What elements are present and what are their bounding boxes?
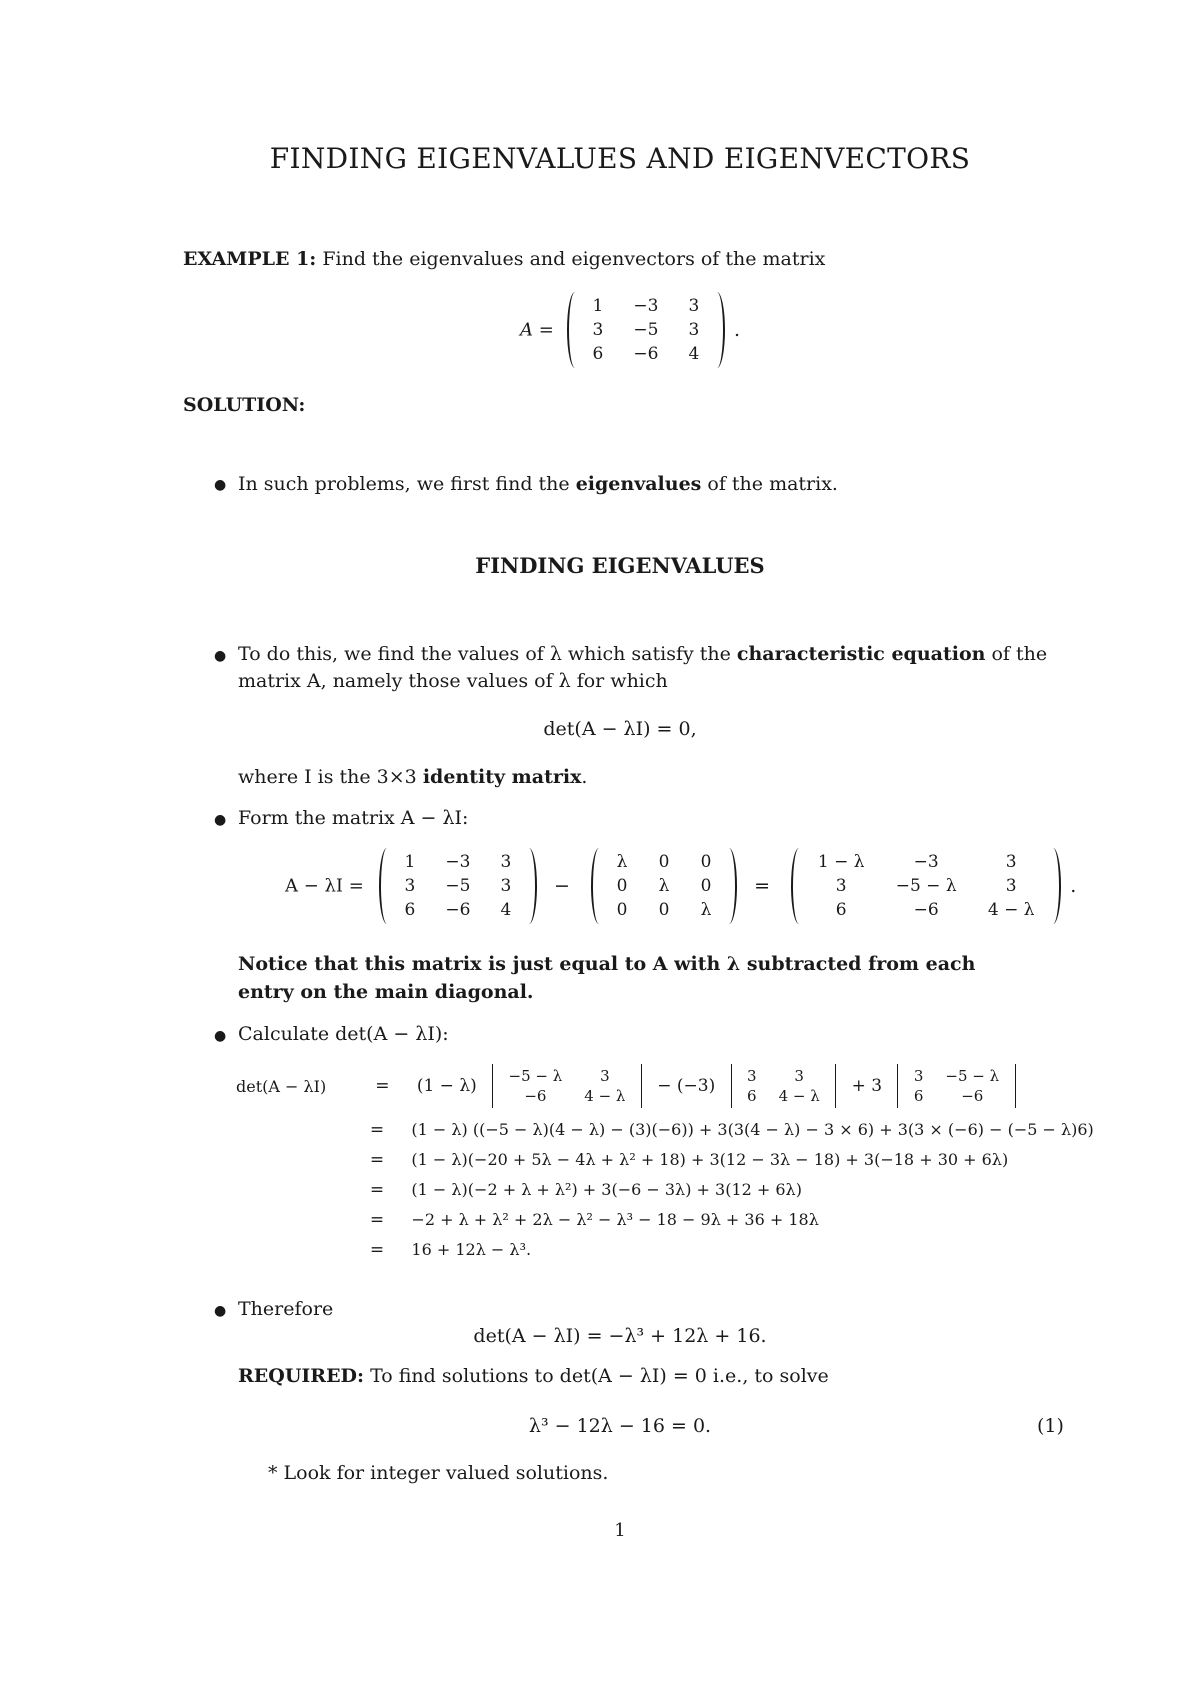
expansion-line-4 <box>362 1210 819 1230</box>
matrix-entry: 3 <box>1005 876 1017 896</box>
matrix-entry: 3 <box>500 852 512 872</box>
matrix-entry: 4 − λ <box>987 900 1035 920</box>
matrix-entry: 3 <box>794 1067 804 1085</box>
matrix-entry: 6 <box>913 1087 924 1105</box>
matrix-entry: −3 <box>445 852 471 872</box>
matrix-lambda-identity <box>611 852 717 920</box>
matrix-a-lhs: A = <box>520 319 554 341</box>
expansion-text-5: 16 + 12λ − λ³. <box>411 1240 532 1259</box>
matrix-entry: −5 <box>445 876 471 896</box>
matrix-entry: 3 <box>600 1067 610 1085</box>
bullet-2-line1 <box>238 643 1047 665</box>
expansion-text-4: −2 + λ + λ² + 2λ − λ² − λ³ − 18 − 9λ + 36 + 18λ <box>411 1210 819 1229</box>
bullet-icon: ● <box>214 648 227 664</box>
expansion-line-3 <box>362 1180 802 1200</box>
matrix-entry: λ <box>658 876 670 896</box>
matrix-entry: 3 <box>592 320 604 340</box>
bullet-2-pre: To do this, we find the values of λ which satisfy the <box>238 643 737 665</box>
expansion-line-2 <box>362 1150 1008 1170</box>
equals-sign: = <box>369 1180 385 1200</box>
notice-line-2: entry on the main diagonal. <box>238 981 534 1003</box>
matrix-entry: 3 <box>1005 852 1017 872</box>
matrix-a-copy <box>399 852 517 920</box>
det-bar <box>731 1064 732 1108</box>
matrix-entry: 6 <box>835 900 847 920</box>
bullet-1-bold: eigenvalues <box>575 473 702 495</box>
minus-sign: − <box>554 875 570 897</box>
cofactor-1: (1 − λ) <box>416 1076 477 1096</box>
matrix-entry: 4 <box>500 900 512 920</box>
matrix-entry: 4 <box>688 344 700 364</box>
equals-sign: = <box>375 1076 390 1096</box>
where-bold: identity matrix <box>422 766 582 788</box>
cofactor-3: + 3 <box>851 1076 883 1096</box>
matrix-entry: 3 <box>404 876 416 896</box>
example-label: EXAMPLE 1: <box>183 248 317 270</box>
characteristic-equation: det(A − λI) = 0, <box>543 718 697 740</box>
expansion-line-1 <box>362 1120 1094 1140</box>
matrix-entry: −3 <box>913 852 939 872</box>
bullet-1-text <box>238 473 838 495</box>
cubic-equation: λ³ − 12λ − 16 = 0. <box>528 1415 712 1437</box>
equals-sign: = <box>369 1240 385 1260</box>
matrix-entry: −6 <box>913 900 939 920</box>
equals-sign: = <box>369 1150 385 1170</box>
bullet-icon: ● <box>214 812 227 828</box>
matrix-entry: 3 <box>913 1067 924 1085</box>
bullet-4-text: Calculate det(A − λI): <box>238 1023 449 1045</box>
determinant-expansion-row <box>236 1064 1026 1108</box>
bullet-2-where <box>238 766 587 788</box>
expansion-text-2: (1 − λ)(−20 + 5λ − 4λ + λ² + 18) + 3(12 − 3λ − 18) + 3(−18 + 30 + 6λ) <box>411 1150 1009 1169</box>
matrix-a-minus-lambda-i <box>811 852 1041 920</box>
matrix-entry: −5 <box>633 320 659 340</box>
bullet-2-line2: matrix A, namely those values of λ for which <box>238 670 668 692</box>
matrix-entry: λ <box>616 852 628 872</box>
matrix-entry: −6 <box>633 344 659 364</box>
bullet-5-text: Therefore <box>238 1298 334 1320</box>
bullet-3-text: Form the matrix A − λI: <box>238 807 469 829</box>
matrix-entry: λ <box>700 900 712 920</box>
matrix-entry: 0 <box>700 876 712 896</box>
matrix-entry: 0 <box>616 900 628 920</box>
det-bar <box>1015 1064 1016 1108</box>
matrix-entry: −5 − λ <box>895 876 957 896</box>
matrix-a-period: . <box>734 319 741 341</box>
equals-sign: = <box>369 1210 385 1230</box>
required-text: To find solutions to det(A − λI) = 0 i.e., to solve <box>364 1365 829 1387</box>
matrix-a-equation <box>520 296 740 364</box>
expansion-text-3: (1 − λ)(−2 + λ + λ²) + 3(−6 − 3λ) + 3(12 + 6λ) <box>411 1180 802 1199</box>
solution-label: SOLUTION: <box>183 394 306 416</box>
integer-solutions-note: * Look for integer valued solutions. <box>268 1462 609 1484</box>
matrix-entry: −6 <box>445 900 471 920</box>
det-bar <box>897 1064 898 1108</box>
minor-3 <box>914 1067 999 1105</box>
difference-period: . <box>1070 875 1077 897</box>
matrix-entry: 4 − λ <box>778 1087 820 1105</box>
notice-line-1: Notice that this matrix is just equal to A with λ subtracted from each <box>238 953 976 975</box>
det-lhs: det(A − λI) <box>236 1076 327 1096</box>
equals-sign: = <box>369 1120 385 1140</box>
matrix-entry: −6 <box>524 1087 547 1105</box>
page-title: FINDING EIGENVALUES AND EIGENVECTORS <box>269 142 971 175</box>
matrix-grid <box>611 852 717 920</box>
bullet-icon: ● <box>214 477 227 493</box>
characteristic-polynomial: det(A − λI) = −λ³ + 12λ + 16. <box>473 1325 767 1347</box>
matrix-grid <box>811 852 1041 920</box>
matrix-grid <box>587 296 705 364</box>
matrix-entry: 3 <box>747 1067 757 1085</box>
difference-lhs: A − λI = <box>285 875 364 897</box>
matrix-entry: 3 <box>500 876 512 896</box>
equation-number: (1) <box>1037 1415 1064 1437</box>
matrix-entry: 3 <box>688 296 700 316</box>
bullet-2-post: of the <box>985 643 1048 665</box>
matrix-entry: 0 <box>700 852 712 872</box>
matrix-entry: 3 <box>688 320 700 340</box>
required-line <box>238 1365 829 1387</box>
bullet-icon: ● <box>214 1303 227 1319</box>
minor-1 <box>509 1067 626 1105</box>
det-bar <box>641 1064 642 1108</box>
page-number: 1 <box>614 1520 626 1541</box>
minor-2 <box>747 1067 820 1105</box>
cofactor-2: − (−3) <box>657 1076 716 1096</box>
matrix-difference-equation <box>285 852 1076 920</box>
bullet-icon: ● <box>214 1028 227 1044</box>
section-heading: FINDING EIGENVALUES <box>475 553 765 578</box>
det-bar <box>835 1064 836 1108</box>
matrix-entry: 6 <box>747 1087 757 1105</box>
matrix-entry: 1 − λ <box>817 852 865 872</box>
expansion-line-5 <box>362 1240 531 1260</box>
matrix-entry: 0 <box>616 876 628 896</box>
required-label: REQUIRED: <box>238 1365 365 1387</box>
bullet-1-pre: In such problems, we first find the <box>238 473 576 495</box>
matrix-grid <box>399 852 517 920</box>
expansion-text-1: (1 − λ) ((−5 − λ)(4 − λ) − (3)(−6)) + 3(3(4 − λ) − 3 × 6) + 3(3 × (−6) − (−5 − λ)6) <box>411 1120 1094 1139</box>
matrix-entry: −6 <box>961 1087 984 1105</box>
matrix-entry: 3 <box>835 876 847 896</box>
matrix-entry: 6 <box>592 344 604 364</box>
example-statement <box>183 248 825 270</box>
equals-sign: = <box>754 875 771 897</box>
where-post: . <box>581 766 588 788</box>
matrix-entry: 4 − λ <box>584 1087 626 1105</box>
bullet-2-bold: characteristic equation <box>736 643 986 665</box>
matrix-entry: 1 <box>592 296 604 316</box>
det-bar <box>492 1064 493 1108</box>
matrix-entry: 0 <box>658 852 670 872</box>
example-text: Find the eigenvalues and eigenvectors of the matrix <box>322 248 826 270</box>
matrix-entry: 1 <box>404 852 416 872</box>
matrix-entry: −3 <box>633 296 659 316</box>
matrix-entry: −5 − λ <box>945 1067 1000 1085</box>
matrix-entry: 6 <box>404 900 416 920</box>
matrix-entry: 0 <box>658 900 670 920</box>
bullet-1-post: of the matrix. <box>701 473 838 495</box>
matrix-entry: −5 − λ <box>508 1067 563 1085</box>
matrix-a <box>587 296 705 364</box>
where-pre: where I is the 3×3 <box>238 766 423 788</box>
